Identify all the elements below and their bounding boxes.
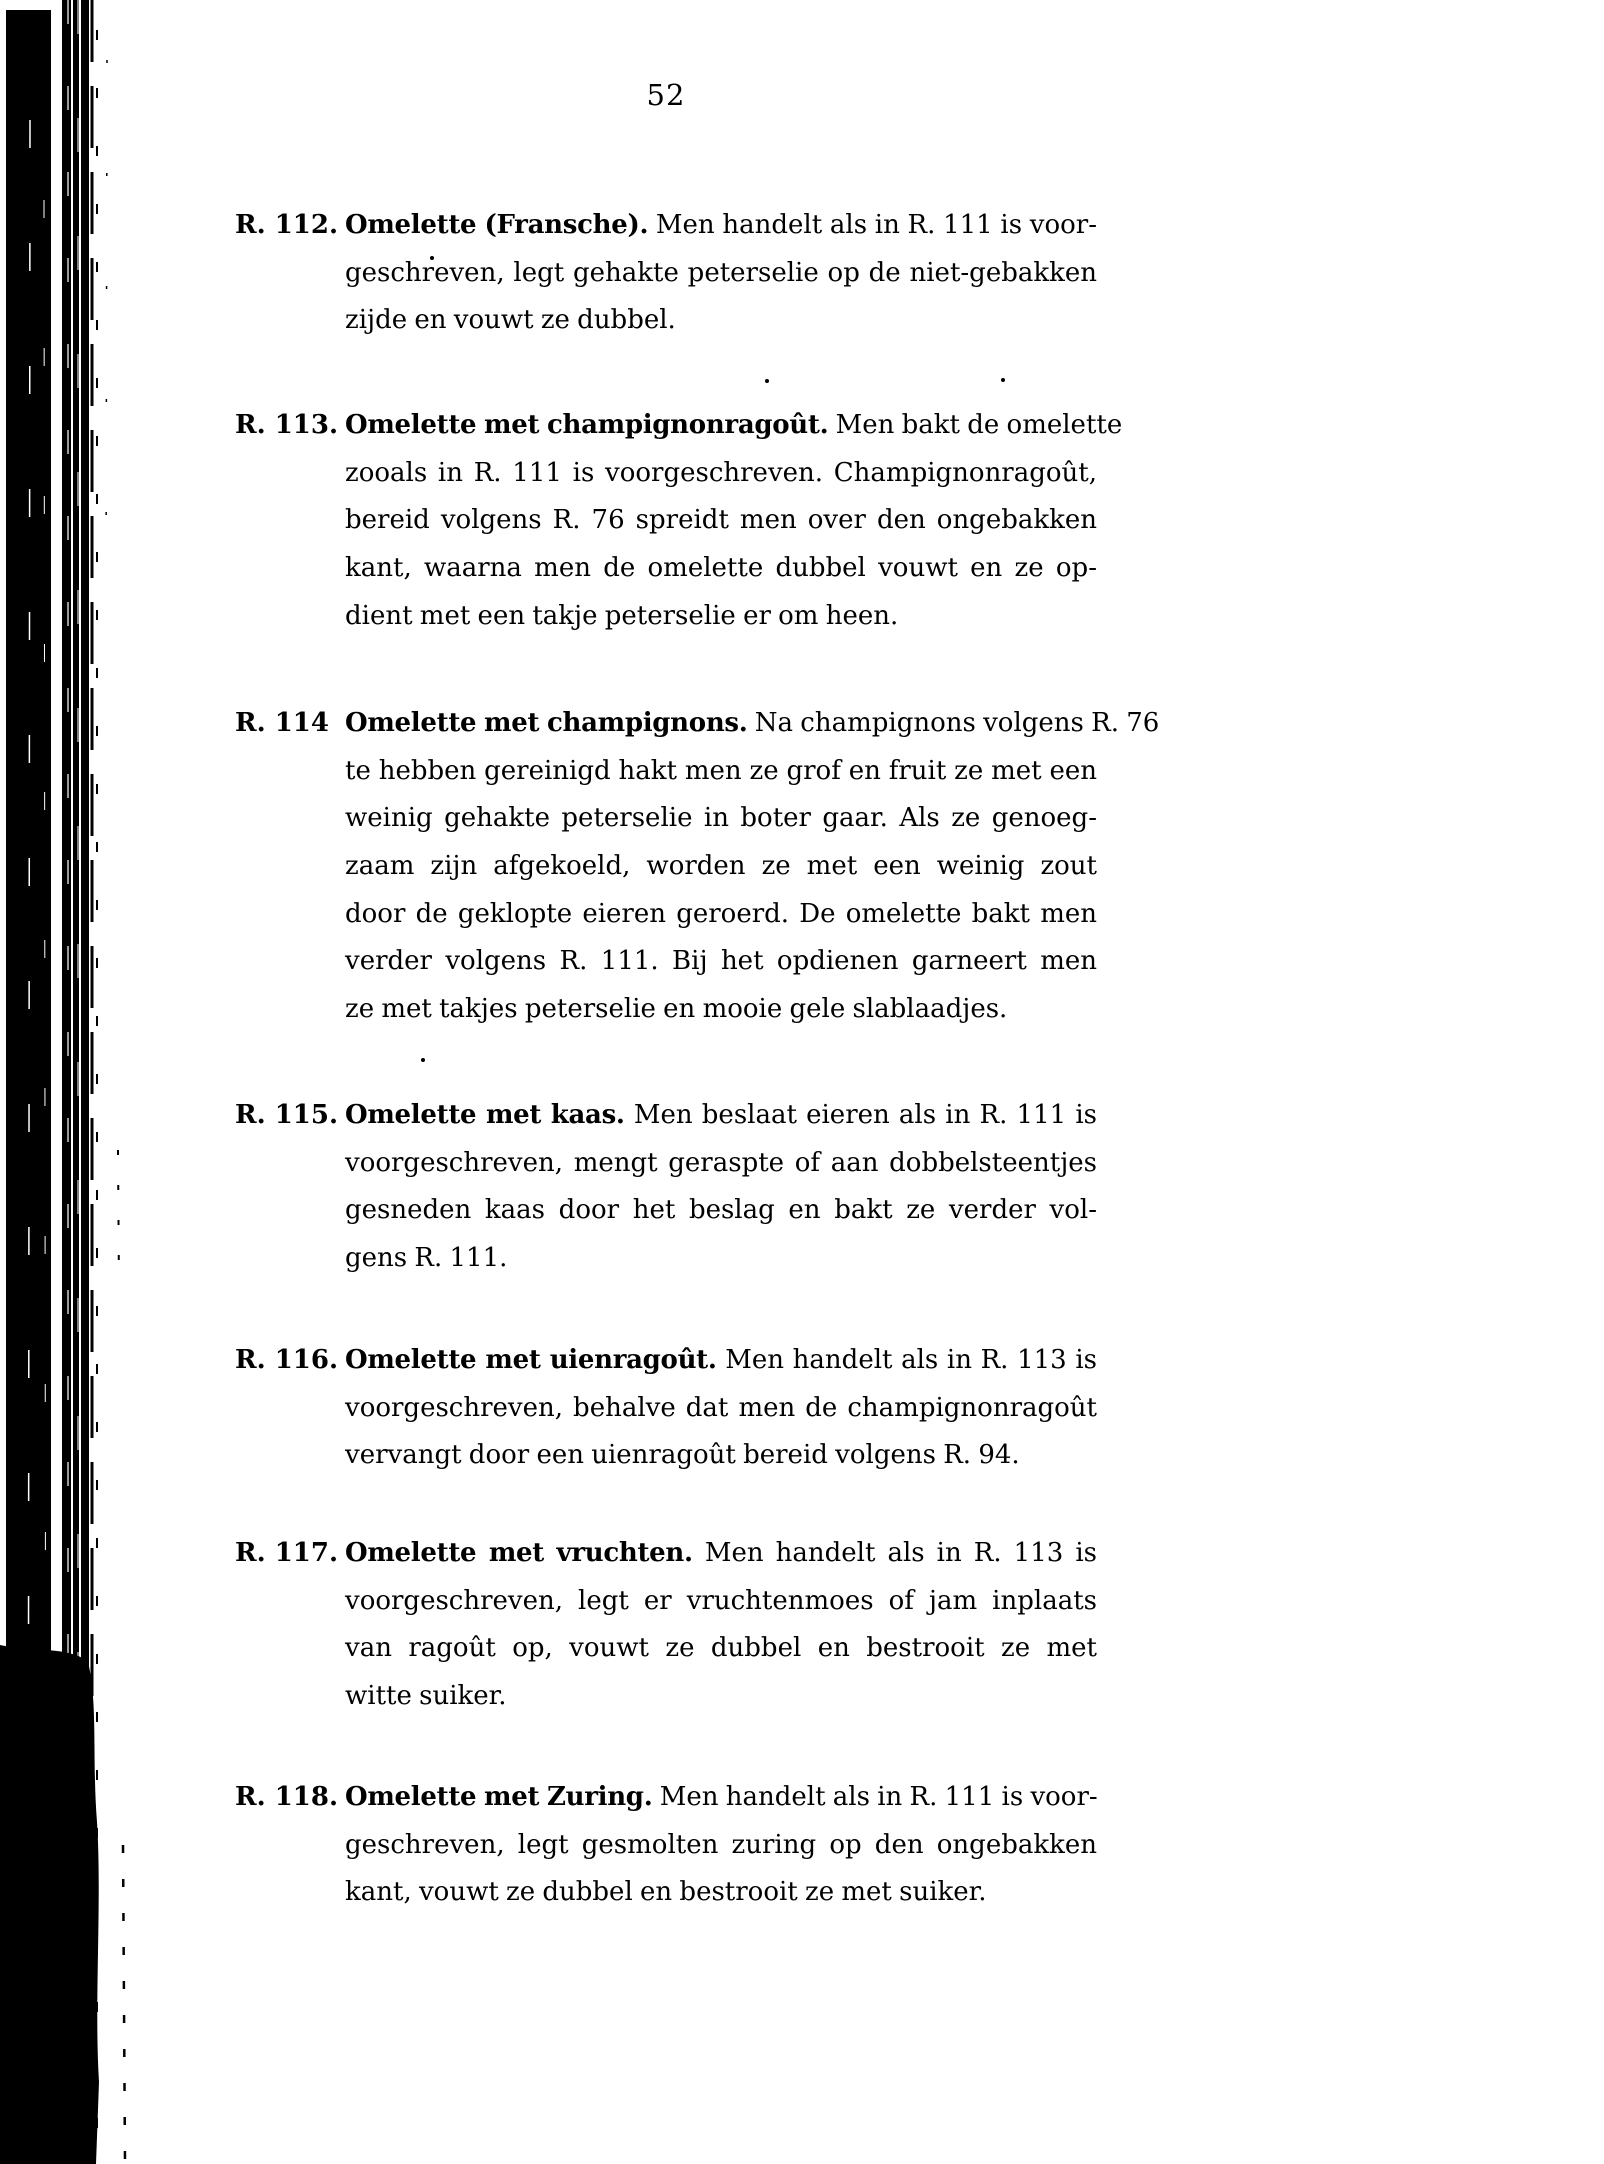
recipe-line: witte suiker. bbox=[345, 1681, 507, 1712]
recipe-body bbox=[345, 402, 1123, 640]
recipe-label: R. 115. bbox=[235, 1100, 339, 1130]
recipe-line: geschreven, legt gehakte peterselie op de niet-gebakken bbox=[345, 257, 1097, 288]
recipe-line: kant, waarna men de omelette dubbel vouwt en ze op- bbox=[345, 553, 1097, 584]
recipe-title: Omelette met champignonragoût. bbox=[345, 410, 829, 440]
recipe-entry bbox=[235, 1530, 1097, 1721]
recipe-label: R. 114 bbox=[235, 708, 329, 738]
recipe-text: Men beslaat eieren als in R. 111 is bbox=[633, 1100, 1097, 1130]
book-binding-shadow bbox=[0, 0, 150, 2164]
recipe-line: voorgeschreven, behalve dat men de champignonragoût bbox=[345, 1392, 1097, 1423]
recipe-label: R. 116. bbox=[235, 1345, 339, 1375]
recipe-line: geschreven, legt gesmolten zuring op den ongebakken bbox=[345, 1829, 1097, 1860]
recipe-first-line bbox=[345, 1337, 1097, 1385]
scan-speck bbox=[765, 379, 769, 383]
recipe-line: gesneden kaas door het beslag en bakt ze verder vol- bbox=[345, 1195, 1097, 1226]
recipe-line: ze met takjes peterselie en mooie gele slablaadjes. bbox=[345, 994, 1008, 1025]
recipe-body bbox=[345, 1530, 1097, 1721]
recipe-body bbox=[345, 202, 1097, 345]
recipe-label: R. 112. bbox=[235, 210, 339, 240]
recipe-line: van ragoût op, vouwt ze dubbel en bestrooit ze met bbox=[345, 1633, 1097, 1664]
recipe-title: Omelette met kaas. bbox=[345, 1100, 625, 1130]
recipe-entry bbox=[235, 1337, 1097, 1480]
page-number: 52 bbox=[646, 78, 686, 112]
scan-speck bbox=[1001, 378, 1005, 382]
recipe-title: Omelette met Zuring. bbox=[345, 1782, 653, 1812]
recipe-line: te hebben gereinigd hakt men ze grof en fruit ze met een bbox=[345, 755, 1097, 786]
recipe-label: R. 113. bbox=[235, 410, 339, 440]
recipe-text: Men bakt de omelette bbox=[835, 410, 1123, 440]
recipe-title: Omelette met vruchten. bbox=[345, 1538, 693, 1568]
recipe-text: Men handelt als in R. 111 is voor- bbox=[659, 1782, 1098, 1812]
recipe-body bbox=[345, 1774, 1097, 1917]
recipe-line: bereid volgens R. 76 spreidt men over den ongebakken bbox=[345, 505, 1097, 536]
recipe-title: Omelette met champignons. bbox=[345, 708, 748, 738]
recipe-text: Na champignons volgens R. 76 bbox=[754, 708, 1160, 738]
recipe-first-line bbox=[345, 1530, 1097, 1578]
recipe-first-line bbox=[345, 1774, 1097, 1822]
recipe-entry bbox=[235, 202, 1097, 345]
recipe-entry bbox=[235, 700, 1160, 1034]
recipe-line: voorgeschreven, legt er vruchtenmoes of jam inplaats bbox=[345, 1585, 1097, 1616]
recipe-first-line bbox=[345, 1092, 1097, 1140]
recipe-line: door de geklopte eieren geroerd. De omelette bakt men bbox=[345, 898, 1097, 929]
recipe-entry bbox=[235, 1092, 1097, 1283]
recipe-first-line bbox=[345, 202, 1097, 250]
recipe-first-line bbox=[345, 700, 1160, 748]
recipe-label: R. 117. bbox=[235, 1538, 339, 1568]
recipe-line: zaam zijn afgekoeld, worden ze met een weinig zout bbox=[345, 851, 1097, 882]
recipe-line: kant, vouwt ze dubbel en bestrooit ze met suiker. bbox=[345, 1877, 987, 1908]
recipe-text: Men handelt als in R. 111 is voor- bbox=[655, 210, 1097, 240]
recipe-body bbox=[345, 1092, 1097, 1283]
recipe-line: verder volgens R. 111. Bij het opdienen garneert men bbox=[345, 946, 1097, 977]
recipe-title: Omelette (Fransche). bbox=[345, 210, 649, 240]
recipe-line: gens R. 111. bbox=[345, 1243, 508, 1274]
recipe-body bbox=[345, 700, 1160, 1034]
recipe-line: vervangt door een uienragoût bereid volgens R. 94. bbox=[345, 1440, 1020, 1471]
recipe-line: weinig gehakte peterselie in boter gaar. Als ze genoeg- bbox=[345, 803, 1097, 834]
recipe-entry bbox=[235, 402, 1123, 640]
recipe-line: zooals in R. 111 is voorgeschreven. Champignonragoût, bbox=[345, 457, 1097, 488]
recipe-line: zijde en vouwt ze dubbel. bbox=[345, 305, 676, 336]
recipe-label: R. 118. bbox=[235, 1782, 339, 1812]
recipe-text: Men handelt als in R. 113 is bbox=[725, 1345, 1097, 1375]
recipe-body bbox=[345, 1337, 1097, 1480]
recipe-first-line bbox=[345, 402, 1123, 450]
recipe-line: dient met een takje peterselie er om heen. bbox=[345, 600, 899, 631]
recipe-text: Men handelt als in R. 113 is bbox=[704, 1538, 1097, 1568]
recipe-entry bbox=[235, 1774, 1097, 1917]
recipe-title: Omelette met uienragoût. bbox=[345, 1345, 717, 1375]
scan-speck bbox=[421, 1058, 425, 1062]
recipe-line: voorgeschreven, mengt geraspte of aan dobbelsteentjes bbox=[345, 1147, 1097, 1178]
